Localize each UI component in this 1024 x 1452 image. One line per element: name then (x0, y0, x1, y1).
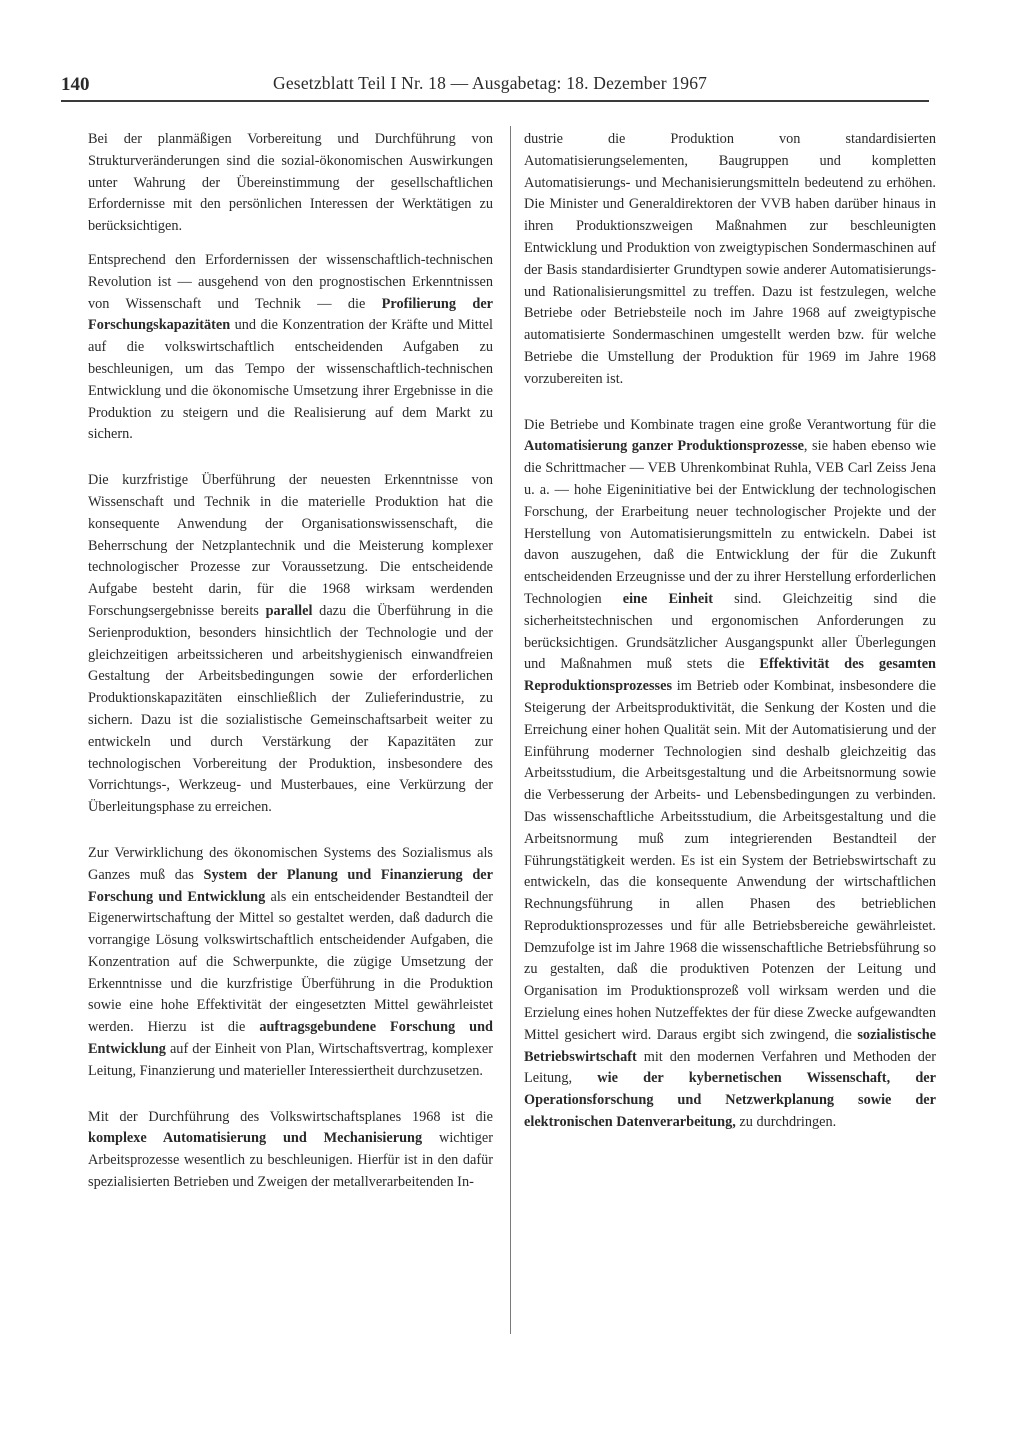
page-header (61, 68, 929, 102)
text-run: , sie haben ebenso wie die Schrittmacher — VEB Uhrenkombinat Ruhla, VEB Carl Zeiss Jena u. a. — hohe Eigeninitiative bei der Entwicklung der technologischen Forschung, der Erarbeitung neuer technologischer Projekte und der Herstellung von Automatisierungsmitteln zu entwickeln. Dabei ist davon auszugehen, daß die Entwicklung der für die Zukunft entscheidenden Erzeugnisse und der zu ihrer Herstellung erforderlichen Technologien (524, 438, 936, 607)
paragraph (88, 843, 493, 1083)
right-column (524, 129, 936, 1146)
paragraph (88, 129, 493, 238)
text-run: als ein entscheidender Bestandteil der Eigenerwirtschaftung der Mittel so gestaltet werden, daß dadurch die vorrangige Lösung volkswirtschaftlich entscheidender Aufgaben, die Konzentration auf die Schwerpunkte, die zügige Umsetzung der Erkenntnisse und die kurzfristige Überführung in die Produktion sowie eine hohe Effektivität der eingesetzten Mittel gewährleistet werden. Hierzu ist die (88, 888, 493, 1036)
left-column (88, 129, 493, 1206)
running-head: Gesetzblatt Teil I Nr. 18 — Ausgabetag: 18. Dezember 1967 (273, 73, 708, 93)
bold-text-run: eine Einheit (622, 590, 713, 607)
text-run: wichtiger Arbeitsprozesse wesentlich zu beschleunigen. Hierfür ist in den dafür spezialisierten Betrieben und Zweigen der metallverarbeitenden In- (88, 1130, 493, 1191)
bold-text-run: parallel (265, 602, 313, 619)
paragraph (88, 250, 493, 446)
text-run: und die Konzentration der Kräfte und Mittel auf die volkswirtschaftlich entscheidenden Aufgaben zu beschleunigen, um das Tempo der wissenschaftlich-technischen Entwicklung und die ökonomische Umsetzung ihrer Ergebnisse in die Produktion zu steigern und die Realisierung auf dem Markt zu sichern. (88, 317, 493, 443)
text-run: Die kurzfristige Überführung der neuesten Erkenntnisse von Wissenschaft und Technik in die materielle Produktion hat die konsequente Anwendung der Organisationswissenschaft, die Beherrschung der Netzplantechnik und die Meisterung komplexer technologischer Prozesse zur Voraussetzung. Die entscheidende Aufgabe besteht darin, für die 1968 wirksam werdenden Forschungsergebnisse bereits (88, 472, 493, 619)
paragraph (88, 470, 493, 819)
bold-text-run: komplexe Automatisierung und Mechanisierung (88, 1130, 423, 1147)
text-run: Entsprechend den Erfordernissen der wissenschaftlich-technischen Revolution ist — ausgehend von den prognostischen Erkenntnissen von Wissenschaft und Technik — die (88, 251, 493, 312)
bold-text-run: Automatisierung ganzer Produktionsprozesse (524, 438, 804, 455)
text-run: dazu die Überführung in die Serienproduktion, besonders hinsichtlich der Technologie und der gleichzeitigen arbeitssicheren und arbeitshygienisch einwandfreien Gestaltung der Arbeitsbedingungen sowie der erforderlichen Produktionskapazitäten einschließlich der Zulieferindustrie, zu sichern. Dazu ist die sozialistische Gemeinschaftsarbeit weiter zu entwickeln und durch Verstärkung der Kapazitäten zur technologischen Vorbereitung der Produktion, insbesondere des Vorrichtungs-, Werkzeug- und Musterbaues, eine Verkürzung der Überleitungsphase zu erreichen. (88, 602, 493, 816)
text-run: im Betrieb oder Kombinat, insbesondere die Steigerung der Arbeitsproduktivität, die Senkung der Kosten und die Erreichung einer hohen Qualität sein. Mit der Automatisierung und der Einführung moderner Technologien sind deshalb gleichzeitig das Arbeitsstudium, die Arbeitsgestaltung und die Arbeitsnormung sowie die Verbesserung der Arbeits- und Lebensbedingungen zu verbinden. Das wissenschaftliche Arbeitsstudium, die Arbeitsgestaltung und die Arbeitsnormung muß zum integrierenden Bestandteil der Führungstätigkeit werden. Es ist ein System der Betriebswirtschaft zu entwickeln, das die konsequente Anwendung der wirtschaftlichen Rechnungsführung in allen Phasen des betrieblichen Reproduktionsprozesses und für alle Betriebsbereiche gewährleistet. Demzufolge ist im Jahre 1968 die wissenschaftliche Betriebsführung so zu gestalten, daß die produktiven Potenzen der Leitung und Organisation im Produktionsprozeß voll wirksam werden und die Erzielung eines hohen Nutzeffektes der für diese Zwecke aufgewandten Mittel gesichert wird. Daraus ergibt sich zwingend, die (524, 678, 936, 1043)
text-run: Mit der Durchführung des Volkswirtschaftsplanes 1968 ist die (88, 1108, 493, 1125)
text-run: Bei der planmäßigen Vorbereitung und Durchführung von Strukturveränderungen sind die sozial-ökonomischen Auswirkungen unter Wahrung der Übereinstimmung der gesellschaftlichen Erfordernisse mit den persönlichen Interessen der Werktätigen zu berücksichtigen. (88, 131, 493, 235)
text-run: dustrie die Produktion von standardisierten Automatisierungselementen, Baugruppen und kompletten Automatisierungs- und Mechanisierungsmitteln bedeutend zu erhöhen. Die Minister und Generaldirektoren der VVB haben darüber hinaus in ihren Produktionszweigen Maßnahmen zur beschleunigten Entwicklung und Produktion von zweigtypischen Sondermaschinen auf der Basis standardisierter Grundtypen sowie anderer Automatisierungs- und Rationalisierungsmittel zu treffen. Dazu ist festzulegen, welche Betriebe oder Betriebsteile noch im Jahre 1968 auf zweigtypische automatisierte Sondermaschinen umgestellt werden bzw. für welche Betriebe die Umstellung der Produktion für 1969 im Jahre 1968 vorzubereiten ist. (524, 131, 936, 387)
text-run: sind. Gleichzeitig sind die sicherheitstechnischen und ergonomischen Anforderungen zu berücksichtigen. Grundsätzlicher Ausgangspunkt aller Überlegungen und Maßnahmen muß stets die (524, 590, 937, 673)
paragraph (88, 1107, 493, 1194)
bold-text-run: Profilierung der Forschungskapazitäten (88, 295, 494, 334)
text-run: mit den modernen Verfahren und Methoden der Leitung, (524, 1048, 936, 1087)
bold-text-run: Effektivität des gesamten Reproduktionsprozesses (524, 656, 936, 695)
bold-text-run: wie der kybernetischen Wissenschaft, der Operationsforschung und Netzwerkplanung sowie der elektronischen Datenverarbeitung, (524, 1070, 936, 1131)
text-run: Zur Verwirklichung des ökonomischen Systems des Sozialismus als Ganzes muß das (88, 844, 493, 883)
bold-text-run: sozialistische Betriebswirtschaft (524, 1026, 936, 1065)
column-divider (510, 126, 511, 1334)
paragraph (524, 415, 936, 1134)
text-run: Die Betriebe und Kombinate tragen eine große Verantwortung für die (524, 416, 936, 433)
bold-text-run: System der Planung und Finanzierung der Forschung und Entwicklung (88, 866, 493, 905)
paragraph (524, 129, 936, 391)
bold-text-run: auftragsgebundene Forschung und Entwicklung (88, 1019, 493, 1058)
text-run: auf der Einheit von Plan, Wirtschaftsvertrag, komplexer Leitung, Finanzierung und materieller Interessiertheit durchzusetzen. (88, 1041, 493, 1079)
page-number: 140 (61, 74, 90, 95)
text-run: zu durchdringen. (735, 1114, 837, 1131)
